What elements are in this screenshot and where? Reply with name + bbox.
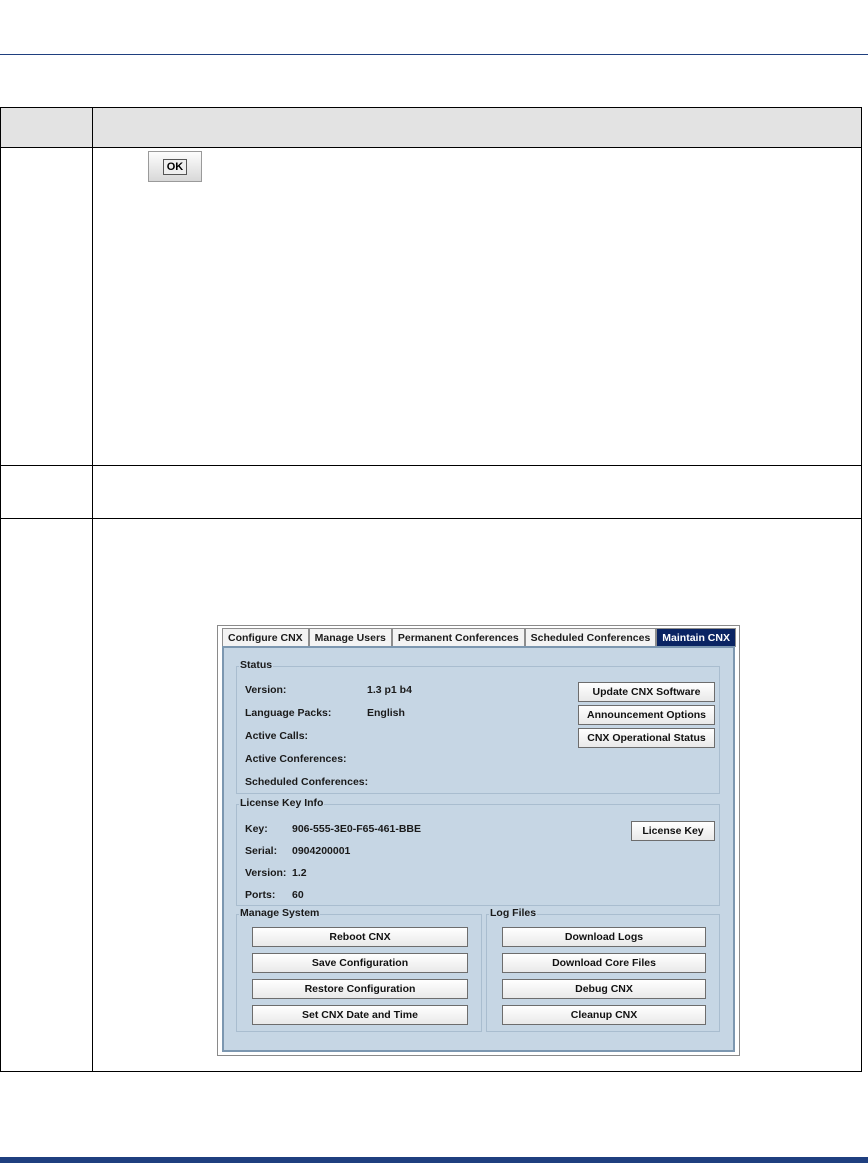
language-packs-value: English <box>367 707 405 719</box>
column-divider <box>92 108 93 1071</box>
reboot-cnx-button[interactable]: Reboot CNX <box>252 927 468 947</box>
tab-maintain-cnx[interactable]: Maintain CNX <box>656 628 736 647</box>
license-group-title: License Key Info <box>240 797 324 809</box>
save-configuration-button[interactable]: Save Configuration <box>252 953 468 973</box>
download-logs-button[interactable]: Download Logs <box>502 927 706 947</box>
table-header-row <box>1 108 861 148</box>
cnx-maintain-window <box>217 625 740 1056</box>
restore-configuration-button[interactable]: Restore Configuration <box>252 979 468 999</box>
tab-manage-users[interactable]: Manage Users <box>309 628 392 647</box>
manage-system-group <box>236 907 482 1032</box>
license-key-value: 906-555-3E0-F65-461-BBE <box>292 823 421 835</box>
update-cnx-software-button[interactable]: Update CNX Software <box>578 682 715 702</box>
status-group <box>236 659 720 794</box>
manage-system-title: Manage System <box>240 907 320 919</box>
download-core-files-button[interactable]: Download Core Files <box>502 953 706 973</box>
cleanup-cnx-button[interactable]: Cleanup CNX <box>502 1005 706 1025</box>
language-packs-label: Language Packs: <box>245 707 332 719</box>
debug-cnx-button[interactable]: Debug CNX <box>502 979 706 999</box>
row-divider-1 <box>1 465 861 466</box>
license-key-info-group <box>236 797 720 906</box>
active-calls-label: Active Calls: <box>245 730 309 742</box>
tab-bar <box>222 628 736 646</box>
ports-value: 60 <box>292 889 304 901</box>
log-files-title: Log Files <box>490 907 537 919</box>
row-divider-2 <box>1 518 861 519</box>
license-version-value: 1.2 <box>292 867 307 879</box>
cnx-operational-status-button[interactable]: CNX Operational Status <box>578 728 715 748</box>
license-key-label: Key: <box>245 823 268 835</box>
ok-button[interactable] <box>148 151 202 182</box>
tab-configure-cnx[interactable]: Configure CNX <box>222 628 309 647</box>
version-label: Version: <box>245 684 287 696</box>
header-rule <box>0 54 868 55</box>
tab-scheduled-conferences[interactable]: Scheduled Conferences <box>525 628 657 647</box>
announcement-options-button[interactable]: Announcement Options <box>578 705 715 725</box>
license-version-label: Version: <box>245 867 287 879</box>
footer-rule <box>0 1157 868 1163</box>
ok-button-label: OK <box>163 159 188 175</box>
scheduled-conferences-label: Scheduled Conferences: <box>245 776 369 788</box>
set-cnx-date-time-button[interactable]: Set CNX Date and Time <box>252 1005 468 1025</box>
ports-label: Ports: <box>245 889 276 901</box>
version-value: 1.3 p1 b4 <box>367 684 412 696</box>
log-files-group <box>486 907 720 1032</box>
serial-label: Serial: <box>245 845 278 857</box>
license-key-button[interactable]: License Key <box>631 821 715 841</box>
tab-permanent-conferences[interactable]: Permanent Conferences <box>392 628 525 647</box>
maintain-cnx-panel <box>222 646 735 1052</box>
active-conferences-label: Active Conferences: <box>245 753 347 765</box>
status-group-title: Status <box>240 659 273 671</box>
serial-value: 0904200001 <box>292 845 351 857</box>
